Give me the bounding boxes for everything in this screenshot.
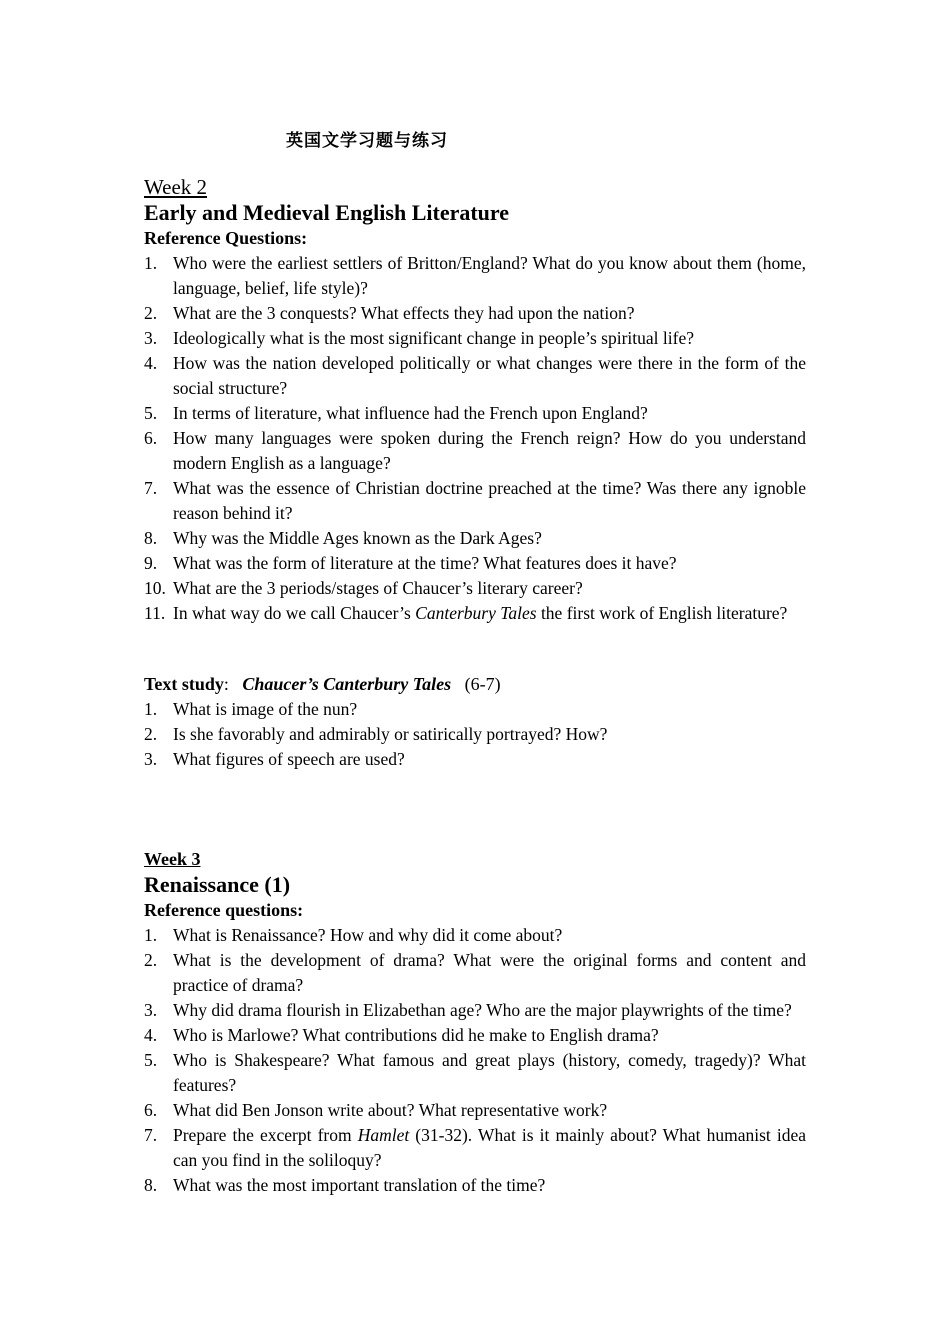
week3-label: Week 3 [144, 849, 201, 869]
list-item: 11. In what way do we call Chaucer’s Canterbury Tales the first work of English literature? [144, 603, 788, 623]
list-item: 5. Who is Shakespeare? What famous and great plays (history, comedy, tragedy)? What features? [144, 1050, 806, 1095]
text-study-section [144, 672, 806, 772]
list-item: 3. What figures of speech are used? [144, 749, 405, 769]
list-item: 3. Ideologically what is the most significant change in people’s spiritual life? [144, 328, 694, 348]
week2-reference-heading: Reference Questions: [144, 228, 308, 248]
document-title: 英国文学习题与练习 [286, 131, 448, 151]
list-item: 8. Why was the Middle Ages known as the Dark Ages? [144, 528, 542, 548]
week2-question-list [144, 251, 806, 626]
list-item: 10. What are the 3 periods/stages of Chaucer’s literary career? [144, 578, 583, 598]
work-title-hamlet: Hamlet [357, 1125, 410, 1145]
text-study-work: Chaucer’s Canterbury Tales [242, 674, 452, 694]
text-study-pages: (6-7) [464, 674, 501, 694]
list-item: 7. What was the essence of Christian doctrine preached at the time? Was there any ignoble reason behind it? [144, 478, 806, 523]
list-item: 1. What is image of the nun? [144, 699, 358, 719]
work-title-canterbury: Canterbury Tales [415, 603, 537, 623]
week2-title: Early and Medieval English Literature [144, 200, 510, 225]
text-study-question-list [144, 697, 806, 772]
list-item: 8. What was the most important translation of the time? [144, 1175, 546, 1195]
list-item: 6. How many languages were spoken during the French reign? How do you understand modern English as a language? [144, 428, 806, 473]
list-item: 4. How was the nation developed politically or what changes were there in the form of the social structure? [144, 353, 806, 398]
week3-question-list [144, 923, 806, 1198]
week3-reference-heading: Reference questions: [144, 900, 304, 920]
list-item: 2. What are the 3 conquests? What effects they had upon the nation? [144, 303, 635, 323]
list-item: 2. What is the development of drama? What were the original forms and content and practice of drama? [144, 950, 806, 995]
week3-title: Renaissance (1) [144, 872, 291, 897]
week3-section [144, 846, 806, 1198]
list-item: 3. Why did drama flourish in Elizabethan age? Who are the major playwrights of the time? [144, 1000, 792, 1020]
list-item: 4. Who is Marlowe? What contributions did he make to English drama? [144, 1025, 659, 1045]
week2-label: Week 2 [144, 175, 208, 199]
list-item: 6. What did Ben Jonson write about? What representative work? [144, 1100, 608, 1120]
list-item: 1. Who were the earliest settlers of Britton/England? What do you know about them (home, language, belief, life style)? [144, 253, 806, 298]
text-study-heading: Text study: Chaucer’s Canterbury Tales (6-7) [144, 674, 501, 694]
list-item: 7. Prepare the excerpt from Hamlet (31-32). What is it mainly about? What humanist idea can you find in the soliloquy? [144, 1125, 806, 1170]
week2-section [144, 174, 806, 626]
list-item: 1. What is Renaissance? How and why did it come about? [144, 925, 563, 945]
list-item: 2. Is she favorably and admirably or satirically portrayed? How? [144, 724, 608, 744]
list-item: 9. What was the form of literature at the time? What features does it have? [144, 553, 677, 573]
list-item: 5. In terms of literature, what influence had the French upon England? [144, 403, 648, 423]
